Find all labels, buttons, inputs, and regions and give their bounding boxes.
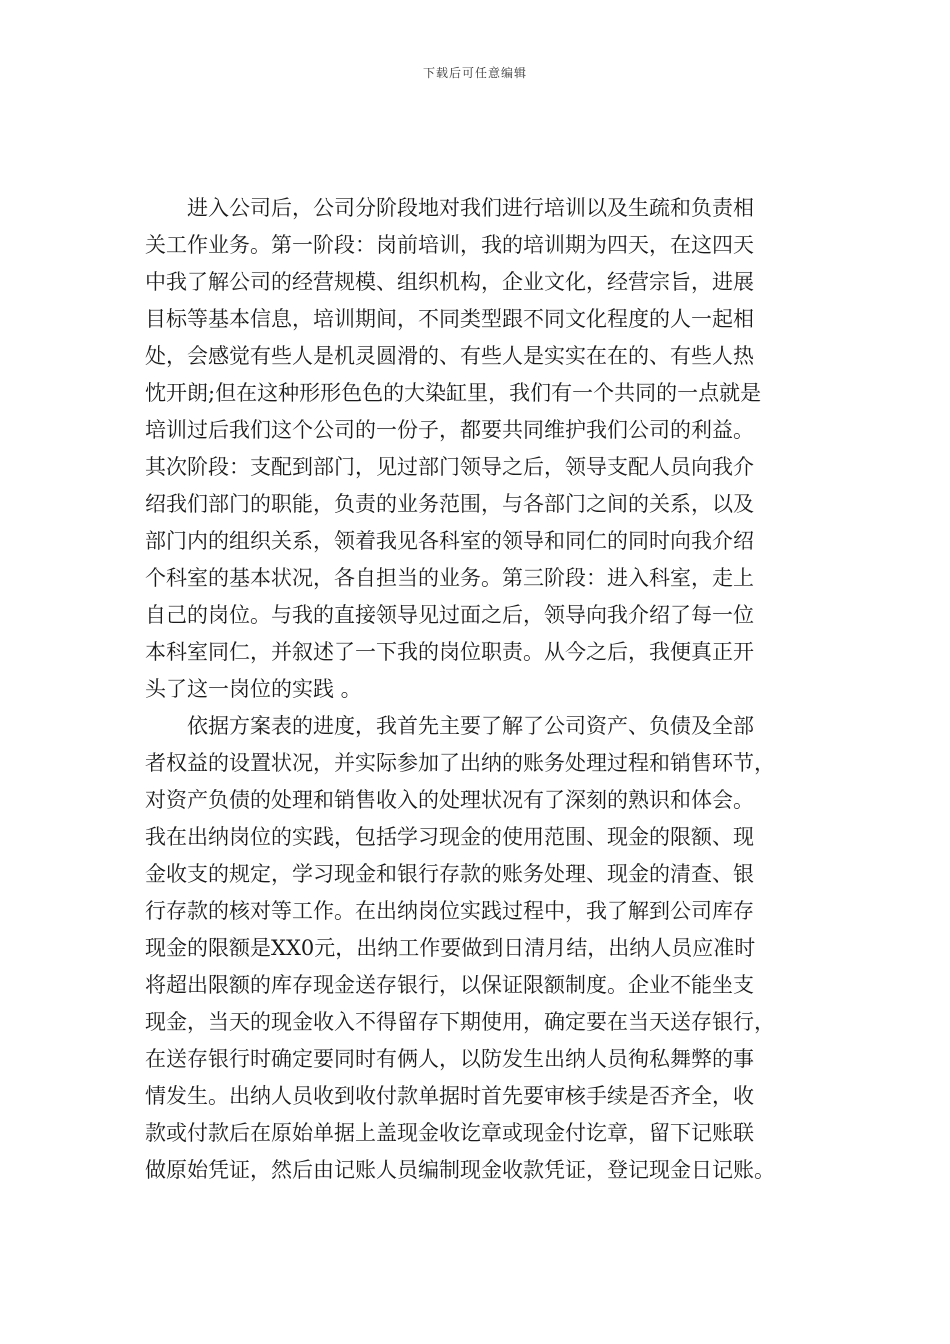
text-line: 处，会感觉有些人是机灵圆滑的、有些人是实实在在的、有些人热: [145, 344, 754, 368]
text-line: 款或付款后在原始单据上盖现金收讫章或现金付讫章，留下记账联: [145, 1121, 754, 1145]
text-line: 其次阶段：支配到部门，见过部门领导之后，领导支配人员向我介: [145, 455, 754, 479]
paragraph-2: [145, 708, 835, 1189]
text-line: 自己的岗位。与我的直接领导见过面之后，领导向我介绍了每一位: [145, 603, 754, 627]
text-line: 目标等基本信息，培训期间，不同类型跟不同文化程度的人一起相: [145, 307, 754, 331]
document-body: [145, 190, 835, 1189]
text-line: 对资产负债的处理和销售收入的处理状况有了深刻的熟识和体会。: [145, 788, 754, 812]
text-line: 进入公司后，公司分阶段地对我们进行培训以及生疏和负责相: [187, 196, 754, 220]
text-line: 个科室的基本状况，各自担当的业务。第三阶段：进入科室，走上: [145, 566, 754, 590]
text-line: 做原始凭证，然后由记账人员编制现金收款凭证，登记现金日记账。: [145, 1158, 775, 1182]
text-line: 绍我们部门的职能，负责的业务范围，与各部门之间的关系，以及: [145, 492, 754, 516]
text-line: 中我了解公司的经营规模、组织机构，企业文化，经营宗旨，进展: [145, 270, 754, 294]
text-line: 头了这一岗位的实践 。: [145, 677, 362, 701]
text-line: 我在出纳岗位的实践，包括学习现金的使用范围、现金的限额、现: [145, 825, 754, 849]
page-header: 下载后可任意编辑: [422, 66, 527, 80]
text-line: 者权益的设置状况，并实际参加了出纳的账务处理过程和销售环节，: [145, 751, 775, 775]
text-line: 行存款的核对等工作。在出纳岗位实践过程中，我了解到公司库存: [145, 899, 754, 923]
paragraph-1: [145, 190, 835, 708]
text-line: 依据方案表的进度，我首先主要了解了公司资产、负债及全部: [187, 714, 754, 738]
text-line: 情发生。出纳人员收到收付款单据时首先要审核手续是否齐全，收: [145, 1084, 754, 1108]
text-line: 关工作业务。第一阶段：岗前培训，我的培训期为四天，在这四天: [145, 233, 754, 257]
text-line: 本科室同仁，并叙述了一下我的岗位职责。从今之后，我便真正开: [145, 640, 754, 664]
text-line: 忱开朗;但在这种形形色色的大染缸里，我们有一个共同的一点就是: [145, 381, 762, 405]
text-line: 在送存银行时确定要同时有俩人，以防发生出纳人员徇私舞弊的事: [145, 1047, 754, 1071]
text-line: 部门内的组织关系，领着我见各科室的领导和同仁的同时向我介绍: [145, 529, 754, 553]
text-line: 现金，当天的现金收入不得留存下期使用，确定要在当天送存银行，: [145, 1010, 775, 1034]
text-line: 现金的限额是XX0元，出纳工作要做到日清月结，出纳人员应准时: [145, 936, 756, 960]
text-line: 培训过后我们这个公司的一份子，都要共同维护我们公司的利益。: [145, 418, 754, 442]
text-line: 将超出限额的库存现金送存银行，以保证限额制度。企业不能坐支: [145, 973, 754, 997]
text-line: 金收支的规定，学习现金和银行存款的账务处理、现金的清查、银: [145, 862, 754, 886]
